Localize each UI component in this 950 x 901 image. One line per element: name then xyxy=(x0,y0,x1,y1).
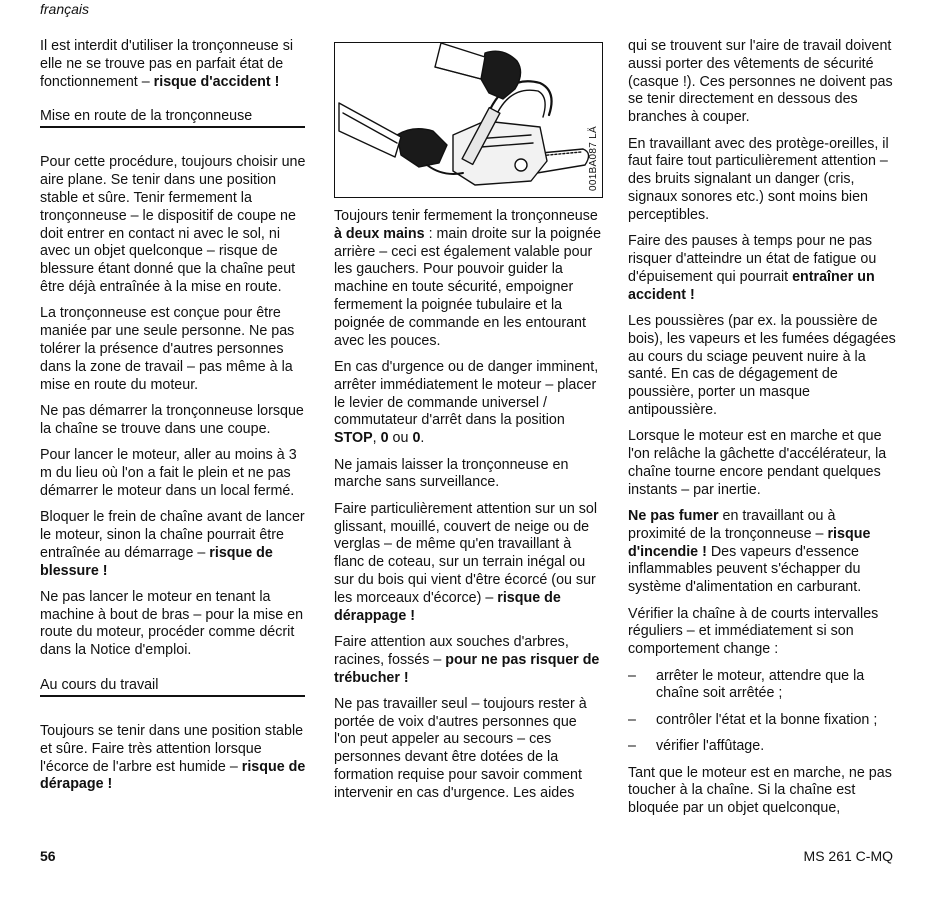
paragraph: Lorsque le moteur est en marche et que l'on relâche la gâchette d'accélérateur, la chaîne tourne encore pendant quelques instants – par inertie. xyxy=(628,428,887,498)
paragraph: Ne pas démarrer la tronçonneuse lorsque la chaîne se trouve dans une coupe. xyxy=(40,402,304,437)
check-list xyxy=(628,668,896,756)
paragraph: En travaillant avec des protège-oreilles, il faut faire tout particulièrement attention – des bruits signalant un danger (cris, signaux sonores etc.) sont moins bien perceptibles. xyxy=(628,135,889,223)
list-item: – vérifier l'affûtage. xyxy=(628,738,765,755)
section-heading-during-work: Au cours du travail xyxy=(40,676,305,697)
paragraph: Les poussières (par ex. la poussière de bois), les vapeurs et les fumées dégagées au cours du sciage peuvent nuire à la santé. En cas de dégagement de poussière, porter un masque antipoussière. xyxy=(628,312,896,418)
dash-bullet: – xyxy=(628,667,636,684)
paragraph: Vérifier la chaîne à de courts intervalles réguliers – et immédiatement si son comportement change : xyxy=(628,605,879,658)
figure-code: 001BA087 LÄ xyxy=(588,125,599,191)
page-number: 56 xyxy=(40,848,56,864)
warning-text: risque de dérapage ! xyxy=(40,758,306,793)
list-item: – arrêter le moteur, attendre que la chaîne soit arrêtée ; xyxy=(628,667,865,702)
warning-text: risque de blessure ! xyxy=(40,544,273,579)
warning-text: risque d'accident ! xyxy=(153,73,280,90)
column-2 xyxy=(334,208,602,811)
column-3 xyxy=(628,38,896,827)
paragraph: Faire particulièrement attention sur un sol glissant, mouillé, couvert de neige ou de verglas – de même qu'en travaillant à flanc de coteau, sur un terrain inégal ou sur du bois qui vient d'être écorcé (ou sur les morceaux d'écorce) – risque de dérappage ! xyxy=(334,500,598,624)
warning-text: risque d'incendie ! xyxy=(628,525,871,560)
warning-text: pour ne pas risquer de trébucher ! xyxy=(334,651,600,686)
column-1 xyxy=(40,38,308,803)
paragraph: Toujours tenir fermement la tronçonneuse à deux mains : main droite sur la poignée arrière – ceci est également valable pour les gauchers. Pour pouvoir guider la machine en toute sécurité, empoigner fermement la poignée tubulaire et la poignée de commande en les entourant avec les pouces. xyxy=(334,208,602,349)
warning-text: entraîner un accident ! xyxy=(628,268,875,303)
paragraph: Pour lancer le moteur, aller au moins à 3 m du lieu où l'on a fait le plein et ne pas démarrer le moteur dans un local fermé. xyxy=(40,447,297,499)
paragraph: En cas d'urgence ou de danger imminent, arrêter immédiatement le moteur – placer le levier de commande universel / commutateur d'arrêt dans la position STOP, 0 ou 0. xyxy=(334,358,599,447)
paragraph: Ne pas lancer le moteur en tenant la machine à bout de bras – pour la mise en route du moteur, procéder comme décrit dans la Notice d'emploi. xyxy=(40,588,304,659)
paragraph: Tant que le moteur est en marche, ne pas toucher à la chaîne. Si la chaîne est bloquée par un objet quelconque, xyxy=(628,764,892,817)
paragraph: Il est interdit d'utiliser la tronçonneuse si elle ne se trouve pas en parfait état de fonctionnement – risque d'accident ! xyxy=(40,38,294,90)
dash-bullet: – xyxy=(628,738,636,755)
paragraph: Ne jamais laisser la tronçonneuse en marche sans surveillance. xyxy=(334,456,569,491)
emphasis-text: à deux mains xyxy=(334,225,425,242)
paragraph: Ne pas travailler seul – toujours rester à portée de voix d'autres personnes que l'on peut appeler au secours – ces personnes devant être dotées de la formation requise pour savoir comment intervenir en cas d'urgence. Les aides xyxy=(334,695,587,801)
paragraph: Bloquer le frein de chaîne avant de lancer le moteur, sinon la chaîne pourrait être entraînée au démarrage – risque de blessure ! xyxy=(40,509,305,579)
paragraph: Toujours se tenir dans une position stable et sûre. Faire très attention lorsque l'écorce de l'arbre est humide – risque de dérapage ! xyxy=(40,723,306,793)
paragraph: Faire des pauses à temps pour ne pas risquer d'atteindre un état de fatigue ou d'épuisement qui pourrait entraîner un accident ! xyxy=(628,233,877,303)
paragraph: La tronçonneuse est conçue pour être maniée par une seule personne. Ne pas tolérer la présence d'autres personnes dans la zone de travail – pas même à la mise en route du moteur. xyxy=(40,305,295,393)
section-heading-startup: Mise en route de la tronçonneuse xyxy=(40,107,305,128)
paragraph: Pour cette procédure, toujours choisir une aire plane. Se tenir dans une position stable et sûre. Tenir fermement la tronçonneuse – le dispositif de coupe ne doit entrer en contact ni avec le sol, ni avec un objet quelconque – risque de blessure étant donné que la chaîne peut être déjà entraînée à la mise en route. xyxy=(40,154,306,295)
warning-text: Ne pas fumer xyxy=(628,508,719,525)
language-label: français xyxy=(40,1,90,17)
list-item: – contrôler l'état et la bonne fixation ; xyxy=(628,711,878,728)
chainsaw-hands-drawing xyxy=(335,43,603,198)
warning-text: risque de dérappage ! xyxy=(334,589,561,624)
model-name: MS 261 C-MQ xyxy=(803,848,893,864)
dash-bullet: – xyxy=(628,711,636,728)
chainsaw-two-hands-illustration xyxy=(334,42,603,198)
paragraph: qui se trouvent sur l'aire de travail doivent aussi porter des vêtements de sécurité (casque !). Ces personnes ne doivent pas se tenir directement en dessous des branches à couper. xyxy=(628,38,893,126)
paragraph: Ne pas fumer en travaillant ou à proximité de la tronçonneuse – risque d'incendie ! Des vapeurs d'essence inflammables peuvent s'échapper du système d'alimentation en carburant. xyxy=(628,508,871,596)
paragraph: Faire attention aux souches d'arbres, racines, fossés – pour ne pas risquer de trébucher ! xyxy=(334,633,600,686)
stop-symbol: 0 xyxy=(412,430,421,447)
